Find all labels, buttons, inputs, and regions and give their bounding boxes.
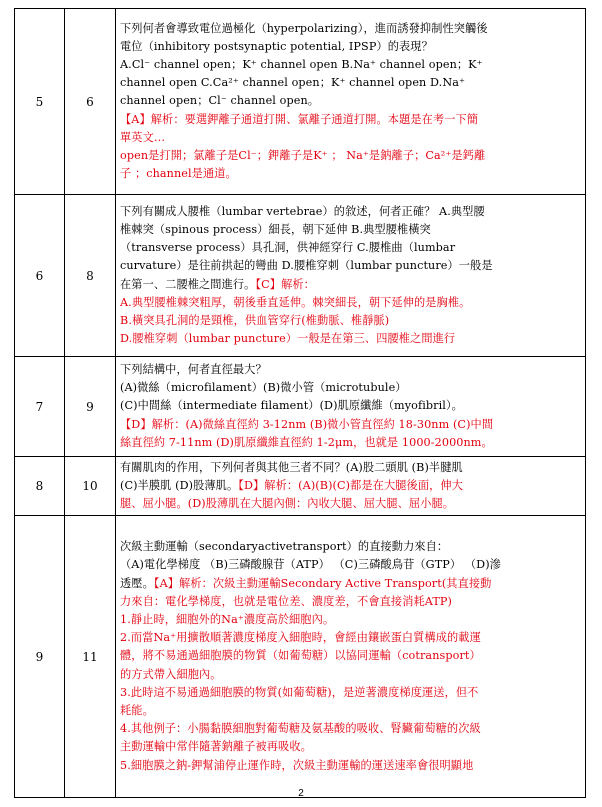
page-number: 2: [298, 788, 304, 799]
question-text-line: channel open；Cl⁻ channel open。: [120, 94, 320, 108]
question-text-line: 有關肌肉的作用，下列何者與其他三者不同？(A)股二頭肌 (B)半腱肌: [120, 460, 463, 474]
answer-explanation-line: 子 ；channel是通道。: [120, 167, 237, 181]
qa-table: [14, 8, 586, 798]
question-number: 10: [65, 457, 116, 516]
question-text-line: curvature）是往前拱起的彎曲 D.腰椎穿刺（lumbar puncture）一般是: [120, 259, 493, 273]
question-content: [116, 195, 586, 357]
item-number: 9: [15, 516, 65, 798]
question-text-line: 在第一、二腰椎之間進行。【C】解析：: [120, 277, 315, 291]
item-number: 7: [15, 357, 65, 457]
item-number: 6: [15, 195, 65, 357]
table-row: [15, 516, 586, 798]
question-content: [116, 457, 586, 516]
answer-explanation-line: 1.靜止時，細胞外的Na⁺濃度高於細胞內。: [120, 612, 335, 626]
question-content: [116, 516, 586, 798]
answer-explanation-line: 耗能。: [120, 704, 154, 717]
question-number: 11: [65, 516, 116, 798]
question-content: [116, 357, 586, 457]
answer-explanation-line: open是打開；氯離子是Cl⁻；鉀離子是K⁺ ； Na⁺是鈉離子；Ca²⁺是鈣離: [120, 149, 486, 162]
answer-explanation-line: 主動運輸中常伴隨著鈉離子被再吸收。: [120, 740, 312, 754]
question-text-line: 下列結構中，何者直徑最大？: [120, 362, 267, 376]
answer-explanation-line: 力來自：電化學梯度，也就是電位差、濃度差，不會直接消耗ATP): [120, 594, 452, 608]
answer-explanation-line: 4.其他例子：小腸黏膜細胞對葡萄糖及氨基酸的吸收、腎臟葡萄糖的次級: [120, 722, 481, 736]
answer-explanation-line: 3.此時這不易通過細胞膜的物質(如葡萄糖)，是逆著濃度梯度運送，但不: [120, 685, 479, 699]
answer-explanation-line: 單英文…: [120, 130, 166, 144]
answer-explanation-line: A.典型腰椎棘突粗厚，朝後垂直延伸。棘突細長，朝下延伸的是胸椎。: [120, 295, 471, 309]
answer-explanation-line: 的方式帶入細胞內。: [120, 667, 222, 681]
question-number: 9: [65, 357, 116, 457]
question-text-line: A.Cl⁻ channel open；K⁺ channel open B.Na⁺ channel open；K⁺: [120, 57, 483, 71]
answer-explanation-line: 體，將不易通過細胞膜的物質（如葡萄糖）以協同運輸（cotransport）: [120, 649, 481, 663]
table-row: [15, 9, 586, 195]
question-text-line: (C)中間絲（intermediate filament）(D)肌原纖維（myofibril）。: [120, 399, 463, 413]
question-text-line: (A)微絲（microfilament）(B)微小管（microtubule）: [120, 381, 407, 395]
answer-explanation-line: D.腰椎穿刺（lumbar puncture）一般是在第三、四腰椎之間進行: [120, 332, 456, 346]
table-row: [15, 195, 586, 357]
answer-explanation-line: 【A】解析：要選鉀離子通道打開、氯離子通道打開。本題是在考一下簡: [120, 112, 479, 126]
answer-explanation-line: 5.細胞膜之鈉-鉀幫浦停止運作時，次級主動運輸的運送速率會很明顯地: [120, 758, 474, 772]
item-number: 5: [15, 9, 65, 195]
question-text-line: (C)半膜肌 (D)股薄肌。【D】解析：(A)(B)(C)都是在大腿後面，伸大: [120, 478, 463, 492]
question-text-line: 椎棘突（spinous process）細長，朝下延伸 B.典型腰椎橫突: [120, 222, 431, 236]
item-number: 8: [15, 457, 65, 516]
question-text-line: 電位（inhibitory postsynaptic potential, IPSP）的表現？: [120, 39, 433, 53]
question-text-line: 下列何者會導致電位過極化（hyperpolarizing），進而誘發抑制性突觸後: [120, 21, 488, 35]
answer-explanation-line: 絲直徑約 7-11nm (D)肌原纖維直徑約 1-2μm，也就是 1000-2000nm。: [120, 435, 493, 449]
answer-explanation-line: 【D】解析：(A)微絲直徑約 3-12nm (B)微小管直徑約 18-30nm (C)中間: [120, 417, 494, 431]
answer-explanation-line: B.橫突具孔洞的是頸椎，供血管穿行(椎動脈、椎靜脈): [120, 313, 390, 327]
answer-explanation-line: 腿、屈小腿。(D)股薄肌在大腿內側：內收大腿、屈大腿、屈小腿。: [120, 497, 455, 511]
question-text-line: （transverse process）具孔洞，供神經穿行 C.腰椎曲（lumbar: [120, 241, 456, 255]
question-number: 8: [65, 195, 116, 357]
table-row: [15, 457, 586, 516]
answer-explanation-line: 2.而當Na⁺用擴散順著濃度梯度入細胞時，會經由鑲嵌蛋白質構成的載運: [120, 631, 481, 645]
table-row: [15, 357, 586, 457]
question-text-line: 次級主動運輸（secondaryactivetransport）的直接動力來自：: [120, 540, 449, 554]
question-text-line: channel open C.Ca²⁺ channel open；K⁺ channel open D.Na⁺: [120, 76, 465, 90]
question-text-line: 下列有關成人腰椎（lumbar vertebrae）的敘述，何者正確？ A.典型腰: [120, 204, 485, 218]
question-text-line: （A)電化學梯度 （B)三磷酸腺苷（ATP） （C)三磷酸鳥苷（GTP） （D)滲: [120, 558, 501, 572]
question-number: 6: [65, 9, 116, 195]
question-content: [116, 9, 586, 195]
question-text-line: 透壓。【A】解析：次級主動運輸Secondary Active Transport(其直接動: [120, 576, 492, 590]
